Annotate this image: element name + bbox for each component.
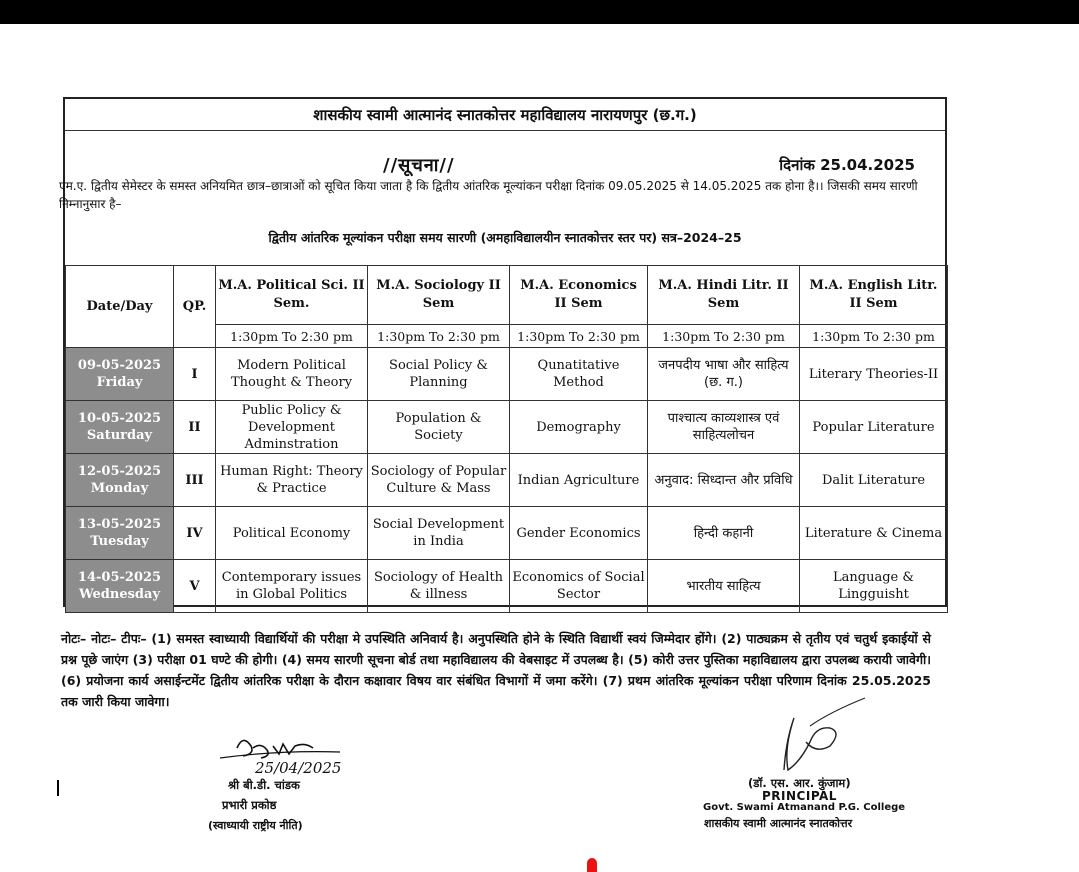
qp-cell: IV	[174, 507, 216, 560]
paper-cell: Social Development in India	[368, 507, 510, 560]
paper-cell: Gender Economics	[510, 507, 648, 560]
paper-cell: जनपदीय भाषा और साहित्य (छ. ग.)	[648, 348, 800, 401]
time-cell: 1:30pm To 2:30 pm	[368, 325, 510, 348]
left-signatory-dept: (स्वाध्यायी राष्ट्रीय नीति)	[208, 819, 303, 832]
header-course: M.A. English Litr. II Sem	[800, 266, 948, 325]
time-cell: 1:30pm To 2:30 pm	[648, 325, 800, 348]
paper-cell: Indian Agriculture	[510, 454, 648, 507]
handwritten-date: 25/04/2025	[255, 759, 342, 775]
notice-date: दिनांक 25.04.2025	[779, 156, 915, 174]
time-cell: 1:30pm To 2:30 pm	[510, 325, 648, 348]
top-black-bar	[0, 0, 1079, 24]
margin-mark	[57, 780, 59, 796]
notice-title: //सूचना//	[383, 155, 455, 176]
timetable-title: द्वितीय आंतरिक मूल्यांकन परीक्षा समय सारणी (अमहाविद्यालयीन स्नातकोत्तर स्तर पर) सत्र–2024–25	[268, 230, 742, 245]
paper-cell: Literary Theories-II	[800, 348, 948, 401]
principal-signature	[770, 690, 870, 780]
paper-cell: भारतीय साहित्य	[648, 560, 800, 613]
paper-cell: Public Policy & Development Adminstration	[216, 401, 368, 454]
header-course: M.A. Hindi Litr. II Sem	[648, 266, 800, 325]
qp-cell: III	[174, 454, 216, 507]
date-cell: 12-05-2025 Monday	[66, 454, 174, 507]
paper-cell: पाश्चात्य काव्यशास्त्र एवं साहित्यलोचन	[648, 401, 800, 454]
paper-cell: अनुवाद: सिध्दान्त और प्रविधि	[648, 454, 800, 507]
institute-name: शासकीय स्वामी आत्मानंद स्नातकोत्तर महाविद्यालय नारायणपुर (छ.ग.)	[313, 106, 697, 124]
paper-cell: Popular Literature	[800, 401, 948, 454]
qp-cell: II	[174, 401, 216, 454]
paper-cell: Economics of Social Sector	[510, 560, 648, 613]
notes-paragraph: नोटः– नोटः– टीपः– (1) समस्त स्वाध्यायी विद्यार्थियों की परीक्षा मे उपस्थिति अनिवार्य है। अनुपस्थिति होने के स्थिति विद्यार्थी स्वयं जिम्मेदार होंगे। (2) पाठ्यक्रम से तृतीय एवं चतुर्थ इकाईयों से प्रश्न पूछे जाएंग (3) परीक्षा 01 घण्टे की होगी। (4) समय सारणी सूचना बोर्ड तथा महाविद्यालय की वेबसाइट में उपलब्ध है। (5) कोरी उत्तर पुस्तिका महाविद्यालय द्वारा उपलब्ध करायी जावेगी। (6) प्रयोजना कार्य असाईन्टमेंट द्वितीय आंतरिक परीक्षा के दौरान कक्षावार विषय वार संबंधित विभागों में जमा करेंगे। (7) प्रथम आंतरिक मूल्यांकन परीक्षा परिणाम दिनांक 25.05.2025 तक जारी किया जावेगा।	[61, 631, 931, 709]
divider	[65, 130, 945, 131]
date-cell: 14-05-2025 Wednesday	[66, 560, 174, 613]
table-row	[66, 348, 948, 401]
paper-cell: Population & Society	[368, 401, 510, 454]
header-course: M.A. Political Sci. II Sem.	[216, 266, 368, 325]
table-row	[66, 507, 948, 560]
qp-cell: V	[174, 560, 216, 613]
table-row	[66, 560, 948, 613]
left-signatory-name: श्री बी.डी. चांडक	[228, 778, 300, 792]
paper-cell: Sociology of Popular Culture & Mass	[368, 454, 510, 507]
principal-address: शासकीय स्वामी आत्मानंद स्नातकोत्तर	[704, 817, 853, 830]
left-signature	[215, 730, 375, 775]
paper-cell: Language & Lingguisht	[800, 560, 948, 613]
paper-cell: Social Policy & Planning	[368, 348, 510, 401]
header-date: Date/Day	[66, 266, 174, 348]
header-course: M.A. Sociology II Sem	[368, 266, 510, 325]
date-cell: 13-05-2025 Tuesday	[66, 507, 174, 560]
notice-paragraph: एम.ए. द्वितीय सेमेस्टर के समस्त अनियमित छात्र–छात्राओं को सूचित किया जाता है कि द्वितीय आंतरिक मूल्यांकन परीक्षा दिनांक 09.05.2025 से 14.05.2025 तक होना है।। जिसकी समय सारणी निम्नानुसार है–	[59, 179, 918, 211]
paper-cell: हिन्दी कहानी	[648, 507, 800, 560]
header-qp: QP.	[174, 266, 216, 348]
principal-college: Govt. Swami Atmanand P.G. College	[703, 802, 906, 813]
paper-cell: Human Right: Theory & Practice	[216, 454, 368, 507]
header-course: M.A. Economics II Sem	[510, 266, 648, 325]
paper-cell: Modern Political Thought & Theory	[216, 348, 368, 401]
table-row	[66, 401, 948, 454]
paper-cell: Qunatitative Method	[510, 348, 648, 401]
paper-cell: Sociology of Health & illness	[368, 560, 510, 613]
paper-cell: Contemporary issues in Global Politics	[216, 560, 368, 613]
principal-name: (डॉ. एस. आर. कुंजाम)	[748, 776, 851, 790]
paper-cell: Dalit Literature	[800, 454, 948, 507]
paper-cell: Demography	[510, 401, 648, 454]
paper-cell: Literature & Cinema	[800, 507, 948, 560]
left-signatory-role: प्रभारी प्रकोष्ठ	[222, 798, 277, 812]
principal-role: PRINCIPAL	[762, 789, 837, 803]
time-cell: 1:30pm To 2:30 pm	[800, 325, 948, 348]
date-cell: 09-05-2025 Friday	[66, 348, 174, 401]
paper-cell: Political Economy	[216, 507, 368, 560]
qp-cell: I	[174, 348, 216, 401]
red-pen-tip	[587, 858, 597, 872]
timetable	[65, 265, 948, 613]
time-cell: 1:30pm To 2:30 pm	[216, 325, 368, 348]
date-cell: 10-05-2025 Saturday	[66, 401, 174, 454]
table-row	[66, 454, 948, 507]
notice-frame	[59, 97, 947, 607]
